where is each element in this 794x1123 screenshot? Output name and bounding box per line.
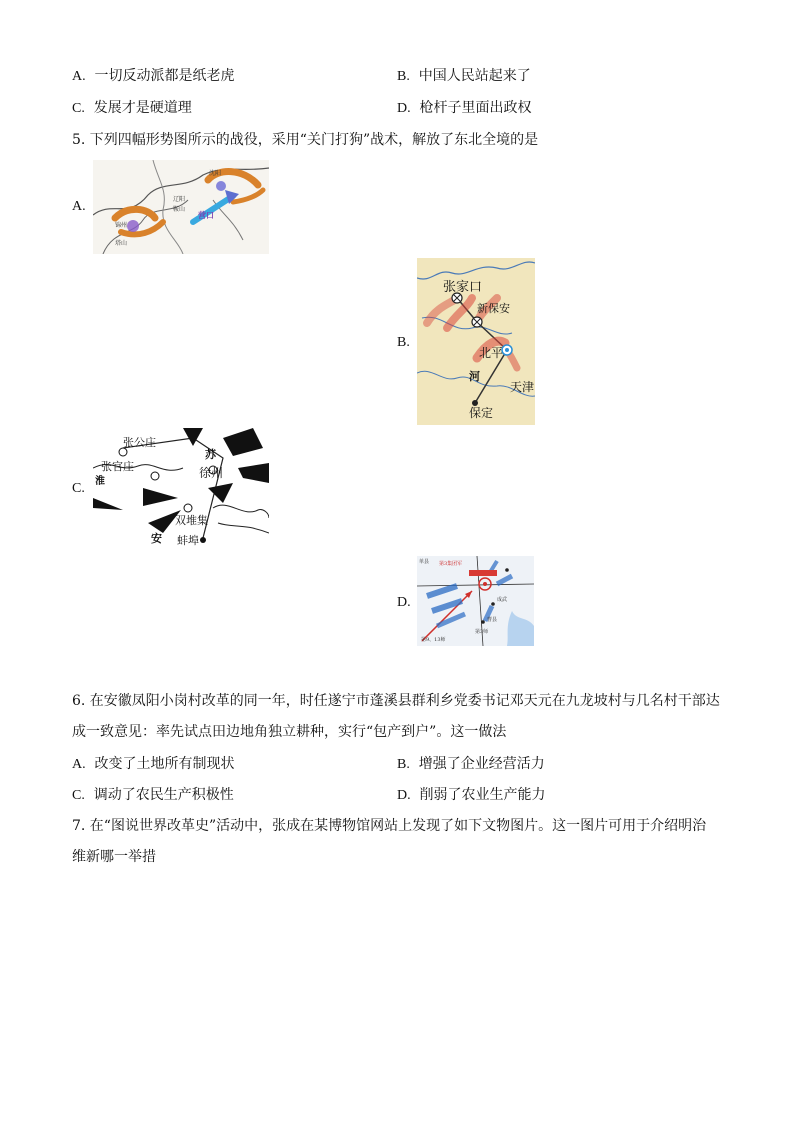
map-label-shanxian: 单县	[419, 559, 430, 565]
q5-option-b-letter: B.	[397, 335, 410, 350]
q6-option-b: B. 增强了企业经营活力	[397, 756, 545, 772]
q7-stem-line2: 维新哪一举措	[72, 849, 156, 865]
q6-option-a: A. 改变了土地所有制现状	[72, 756, 235, 772]
map-label-group-army: 第3集团军	[439, 561, 463, 567]
q6-option-d: D. 削弱了农业生产能力	[397, 787, 546, 803]
map-label-tianjin: 天津	[510, 380, 535, 394]
q4-option-d: D. 枪杆子里面出政权	[397, 100, 532, 116]
q4-option-a: A. 一切反动派都是纸老虎	[72, 68, 235, 84]
huaihai-map	[93, 428, 269, 549]
map-label-shuangduiji: 双堆集	[175, 514, 208, 527]
map-label-huai: 淮	[95, 476, 105, 487]
map-label-liaoyang: 辽阳	[173, 196, 186, 203]
map-label-zhangguanzhuang: 张官庄	[101, 460, 134, 473]
q4-option-c: C. 发展才是硬道理	[72, 100, 192, 116]
map-label-division9-13: 第9、13师	[421, 637, 446, 643]
q5-option-d-letter: D.	[397, 595, 411, 610]
map-label-beiping: 北平	[479, 346, 504, 360]
map-label-anshan: 鞍山	[173, 206, 186, 213]
map-label-zhanggongzhuang: 张公庄	[123, 436, 156, 449]
q5-option-c-letter: C.	[72, 481, 85, 496]
map-label-division3: 第3师	[475, 629, 489, 635]
q4-option-b: B. 中国人民站起来了	[397, 68, 531, 84]
map-label-jinzhou: 锦州	[115, 222, 128, 229]
q7-stem-line1: 7. 在“图说世界改革史”活动中，张成在某博物馆网站上发现了如下文物图片。这一图片可用于介绍明治	[72, 818, 707, 834]
q5-option-b-map	[417, 258, 535, 425]
q5-option-a-letter: A.	[72, 199, 86, 214]
map-label-he: 河	[469, 370, 480, 383]
q5-stem: 5. 下列四幅形势图所示的战役，采用“关门打狗”战术，解放了东北全境的是	[72, 132, 539, 148]
map-label-yingkou: 营口	[198, 210, 214, 220]
q6-stem-line2: 成一致意见：率先试点田边地角独立耕种，实行“包产到户”。这一做法	[72, 724, 507, 740]
q6-stem-line1: 6. 在安徽凤阳小岗村改革的同一年，时任遂宁市蓬溪县群利乡党委书记邓天元在九龙坡村与几名村干部达	[72, 693, 720, 709]
map-label-tashan: 塔山	[115, 240, 128, 247]
map-label-zhangjiakou: 张家口	[443, 280, 483, 295]
map-label-bengbu: 蚌埠	[177, 534, 199, 547]
map-label-xinbaoan: 新保安	[477, 302, 510, 315]
q5-option-c-map	[93, 428, 269, 549]
map-label-caoxian: 曹县	[487, 617, 498, 623]
map-label-su: 苏	[205, 448, 216, 461]
map-label-shenyang: 沈阳	[209, 170, 222, 177]
map-label-xuzhou: 徐州	[199, 466, 224, 480]
q5-option-a-map	[93, 160, 269, 254]
q6-option-c: C. 调动了农民生产积极性	[72, 787, 234, 803]
q5-option-d-map	[417, 556, 534, 646]
map-label-an: 安	[151, 532, 162, 545]
map-label-chengwu: 成武	[497, 597, 508, 603]
map-label-baoding: 保定	[469, 406, 494, 420]
